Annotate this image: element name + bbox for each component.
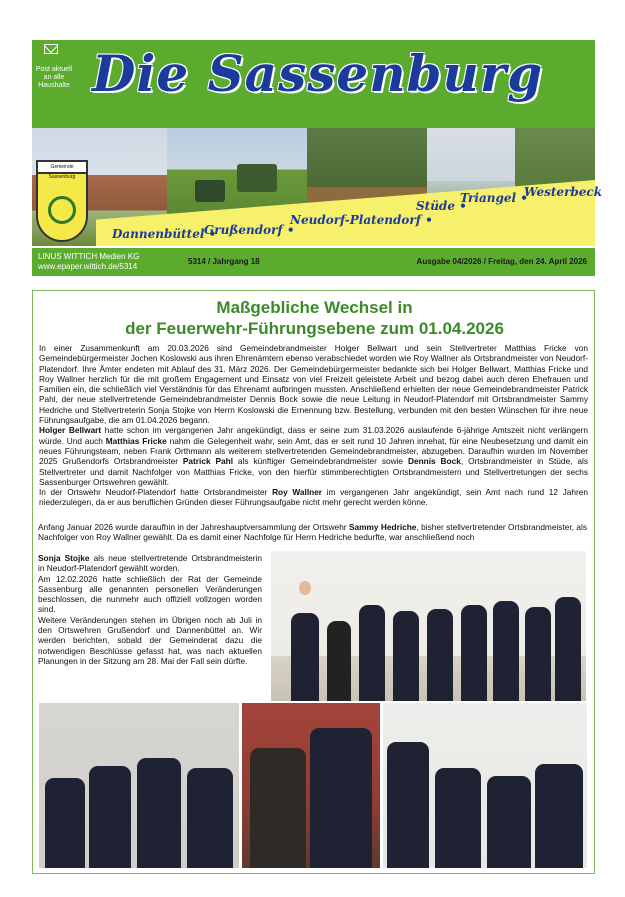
person xyxy=(427,609,453,701)
group-photo xyxy=(271,551,586,701)
village-stuede: Stüde • xyxy=(416,199,467,213)
name-bold: Holger Bellwart xyxy=(39,425,102,436)
village-neudorf-platendorf: Neudorf-Platendorf • xyxy=(290,213,433,227)
person xyxy=(387,742,429,868)
person xyxy=(435,768,481,868)
wheel-icon xyxy=(48,196,76,224)
village-grussendorf: Grußendorf • xyxy=(204,223,295,237)
issue-number: 5314 / Jahrgang 18 xyxy=(188,257,260,266)
award-photo-3 xyxy=(383,703,587,868)
person xyxy=(393,611,419,701)
person xyxy=(487,776,531,868)
epaper-url[interactable]: www.epaper.wittich.de/5314 xyxy=(38,262,138,271)
name-bold: Dennis Bock xyxy=(407,456,461,467)
award-photo-2 xyxy=(242,703,380,868)
narrow-column: Sonja Stojke als neue stellvertretende Ortsbrandmeisterin in Neudorf-Platendorf gewählt worden. Am 12.02.2026 hatte schließlich der Rat der Gemeinde Sassenburg alle genannten personellen Veränderungen beschlossen, die nunmehr auch offiziell vollzogen worden sind. Weitere Veränderungen stehen im Übrigen noch ab Juli in den Ortswehren Grußendorf und Dannenbüttel an. Wir werden berichten, sobald der Gemeinderat dazu die notwendigen Beschlüsse gefasst hat, was nach aktuellen Planungen in der Sitzung am 28. Mai der Fall sein dürfte. xyxy=(38,553,263,666)
newspaper-title: Die Sassenburg xyxy=(92,44,544,103)
person xyxy=(45,778,85,868)
name-bold: Matthias Fricke xyxy=(105,435,167,446)
info-bar xyxy=(32,248,595,276)
village-dannenbuettel: Dannenbüttel • xyxy=(112,227,217,241)
article-headline xyxy=(33,297,596,339)
publisher-block xyxy=(38,252,139,272)
person xyxy=(137,758,181,868)
award-photo-1 xyxy=(39,703,239,868)
paragraph: Am 12.02.2026 hatte schließlich der Rat der Gemeinde Sassenburg alle genannten personellen Veränderungen beschlossen, die nunmehr auch offiziell vollzogen worden sind. xyxy=(38,573,262,615)
person xyxy=(461,605,487,701)
headline-line-2: der Feuerwehr-Führungsebene zum 01.04.2026 xyxy=(125,319,504,338)
paragraph-continued: Anfang Januar 2026 wurde daraufhin in der Jahreshauptversammlung der Ortswehr Sammy Hedriche, bisher stellvertretender Ortsbrandmeister, als Nachfolger von Roy Wallner gewählt. Da es damit einer Nachfolge für Herrn Hedriche bedurfte, war anschließend noch xyxy=(38,522,587,543)
person xyxy=(291,613,319,701)
crest-label: Gemeinde Sassenburg xyxy=(36,160,88,174)
person xyxy=(89,766,131,868)
person xyxy=(525,607,551,701)
person xyxy=(327,621,351,701)
name-bold: Patrick Pahl xyxy=(182,456,234,467)
person xyxy=(310,728,372,868)
article-body xyxy=(39,343,588,508)
village-names xyxy=(104,183,603,241)
person xyxy=(555,597,581,701)
mail-icon xyxy=(44,44,58,54)
person xyxy=(359,605,385,701)
village-westerbeck: Westerbeck xyxy=(524,185,603,199)
headline-line-1: Maßgebliche Wechsel in xyxy=(216,298,413,317)
village-triangel: Triangel • xyxy=(460,191,528,205)
paragraph: In einer Zusammenkunft am 20.03.2026 sind Gemeindebrandmeister Holger Bellwart und sein Stellvertreter Matthias Fricke von Gemeindebürgermeister Jochen Koslowski aus ihren Ehrenämtern ebenso verabschiedet worden wie Roy Wallner als Ortsbrandmeister von Neudorf-Platendorf. Ihre Ämter endeten mit Ablauf des 31. März 2026. Der Gemeindebürgermeister bedankte sich bei Holger Bellwart, Matthias Fricke und Roy Wallner herzlich für die mit großem Engagement und Einsatz von viel Freizeit geleistete Arbeit und bezog dabei auch deren Ehefrauen und Familien ein, die schließlich viel Verständnis für das Ehrenamt aufbringen mussten. Anschließend erhielten der neue Gemeindebrandmeister Patrick Pahl, der neue stellvertretende Gemeindebrandmeister Dennis Bock sowie die neue Leitung in Neudorf-Platendorf mit Ortsbrandmeister Sammy Hedriche und Stellvertreterin Sonja Stojke von Herrn Koslowski die Ernennung bzw. Bestellung, verbunden mit den besten Wünschen für ihre neue Führungsaufgabe, die am 01.04.2026 begann. xyxy=(39,343,588,426)
name-bold: Sonja Stojke xyxy=(38,553,90,563)
name-bold: Sammy Hedriche xyxy=(348,522,417,532)
paragraph: Holger Bellwart hatte schon im vergangenen Jahr angekündigt, dass er seine zum 31.03.2026 auslaufende 6-jährige Amtszeit nicht verlängern würde. Und auch Matthias Fricke nahm die Gelegenheit wahr, sein Amt, das er seit rund 10 Jahren innehat, für eine Neubesetzung und damit ein neues Führungsteam, neben Frank Orthmann als weiterem stellvertretenden Gemeindebrandmeister, abzugeben. Daraufhin wurden im November 2025 Grußendorfs Ortsbrandmeister Patrick Pahl als künftiger Gemeindebrandmeister sowie Dennis Bock, Ortsbrandmeister in Stüde, als Stellvertreter und damit Nachfolger von Matthias Fricke, von den hierfür stimmberechtigten Ortsbrandmeistern und Stellvertretungen der sechs Sassenburger Ortswehren gewählt. xyxy=(39,425,589,487)
person xyxy=(187,768,233,868)
paragraph: In der Ortswehr Neudorf-Platendorf hatte Ortsbrandmeister Roy Wallner im vergangenen Jahr angekündigt, sein Amt nach rund 12 Jahren niederzulegen, da er aus beruflichen Gründen dieser Führungsaufgabe nicht mehr gerecht werden könne. xyxy=(39,487,589,508)
person xyxy=(493,601,519,701)
person xyxy=(535,764,583,868)
post-note: Post aktuell an alle Haushalte xyxy=(35,66,73,89)
person xyxy=(250,748,306,868)
paragraph: Weitere Veränderungen stehen im Übrigen noch ab Juli in den Ortswehren Grußendorf und Dannenbüttel an. Wir werden berichten, sobald der Gemeinderat dazu die notwendigen Beschlüsse gefasst hat, was nach aktuellen Planungen in der Sitzung am 28. Mai der Fall sein dürfte. xyxy=(38,614,262,666)
issue-date: Ausgabe 04/2026 / Freitag, den 24. April 2026 xyxy=(416,257,587,266)
publisher-name: LINUS WITTICH Medien KG xyxy=(38,252,140,261)
name-bold: Roy Wallner xyxy=(272,487,323,498)
